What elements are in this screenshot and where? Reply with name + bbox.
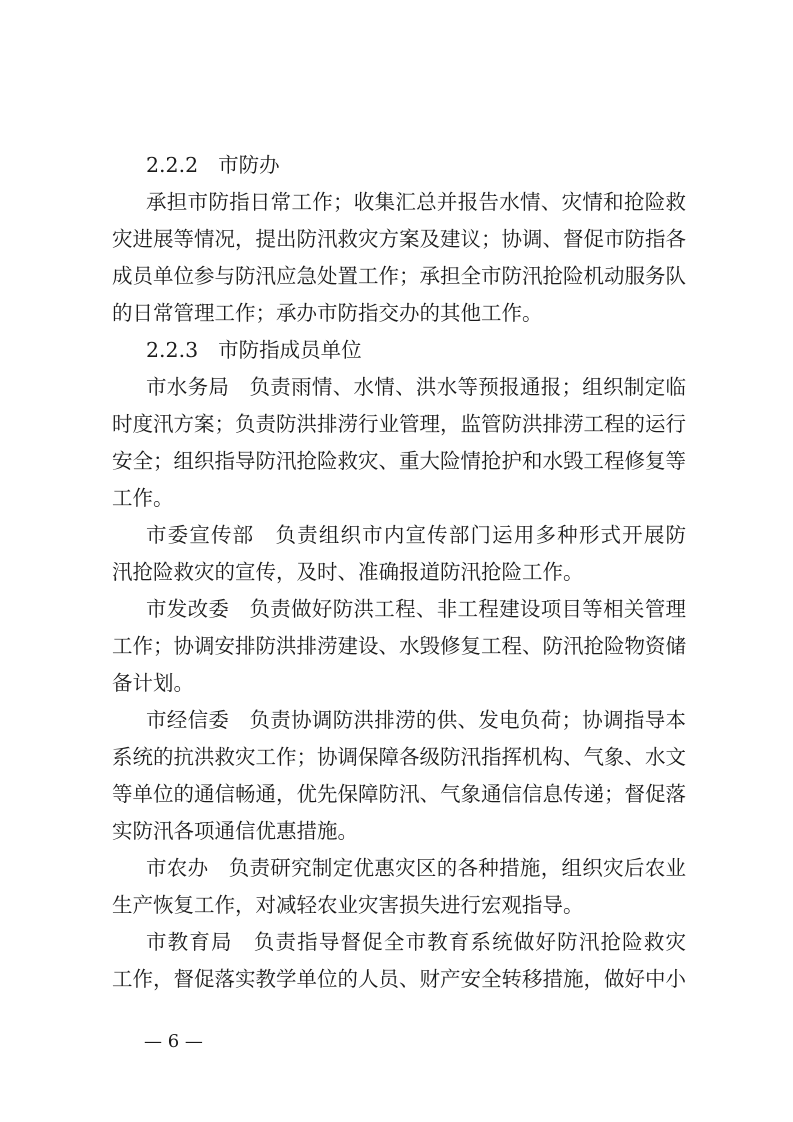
- paragraph-line: 等单位的通信畅通，优先保障防汛、气象通信信息传递；督促落: [112, 782, 686, 806]
- unit-paragraph-first-line: 市教育局 负责指导督促全市教育系统做好防汛抢险救灾: [146, 930, 687, 954]
- unit-paragraph-first-line: 市经信委 负责协调防洪排涝的供、发电负荷；协调指导本: [146, 708, 687, 732]
- unit-name: 市发改委: [146, 597, 230, 621]
- paragraph-line: 生产恢复工作，对减轻农业灾害损失进行宏观指导。: [112, 893, 584, 917]
- paragraph-line: 系统的抗洪救灾工作；协调保障各级防汛指挥机构、气象、水文: [112, 745, 686, 769]
- unit-paragraph-first-line: 市发改委 负责做好防洪工程、非工程建设项目等相关管理: [146, 597, 687, 621]
- unit-paragraph-first-line: 市委宣传部 负责组织市内宣传部门运用多种形式开展防: [146, 523, 687, 547]
- section-title: 市防指成员单位: [218, 338, 362, 362]
- section-heading-2-2-2: [146, 148, 686, 182]
- unit-name: 市农办: [146, 856, 209, 880]
- paragraph-line: 汛抢险救灾的宣传，及时、准确报道防汛抢险工作。: [112, 560, 584, 584]
- unit-paragraph-first-line: 市农办 负责研究制定优惠灾区的各种措施，组织灾后农业: [146, 856, 687, 880]
- unit-name: 市水务局: [146, 375, 230, 399]
- section-heading-2-2-3: [146, 333, 686, 367]
- paragraph-line: 灾进展等情况，提出防汛救灾方案及建议；协调、督促市防指各: [112, 227, 686, 251]
- paragraph-line: 的日常管理工作；承办市防指交办的其他工作。: [112, 301, 543, 325]
- paragraph-line: 工作。: [112, 486, 174, 510]
- section-number: 2.2.3: [146, 338, 199, 362]
- page-number: — 6 —: [144, 1031, 203, 1052]
- paragraph-line: 实防汛各项通信优惠措施。: [112, 819, 358, 843]
- paragraph-line: 工作，督促落实教学单位的人员、财产安全转移措施，做好中小: [112, 967, 686, 991]
- paragraph-line: 工作；协调安排防洪排涝建设、水毁修复工程、防汛抢险物资储: [112, 634, 686, 658]
- paragraph-line: 时度汛方案；负责防洪排涝行业管理，监管防洪排涝工程的运行: [112, 412, 686, 436]
- section-title: 市防办: [218, 153, 280, 177]
- unit-paragraph-first-line: 市水务局 负责雨情、水情、洪水等预报通报；组织制定临: [146, 375, 687, 399]
- paragraph-line: 备计划。: [112, 671, 194, 695]
- section-number: 2.2.2: [146, 153, 199, 177]
- unit-name: 市经信委: [146, 708, 230, 732]
- paragraph-line: 安全；组织指导防汛抢险救灾、重大险情抢护和水毁工程修复等: [112, 449, 686, 473]
- unit-name: 市教育局: [146, 930, 233, 954]
- paragraph-line: 承担市防指日常工作；收集汇总并报告水情、灾情和抢险救: [146, 190, 686, 214]
- paragraph-line: 成员单位参与防汛应急处置工作；承担全市防汛抢险机动服务队: [112, 264, 686, 288]
- unit-name: 市委宣传部: [146, 523, 255, 547]
